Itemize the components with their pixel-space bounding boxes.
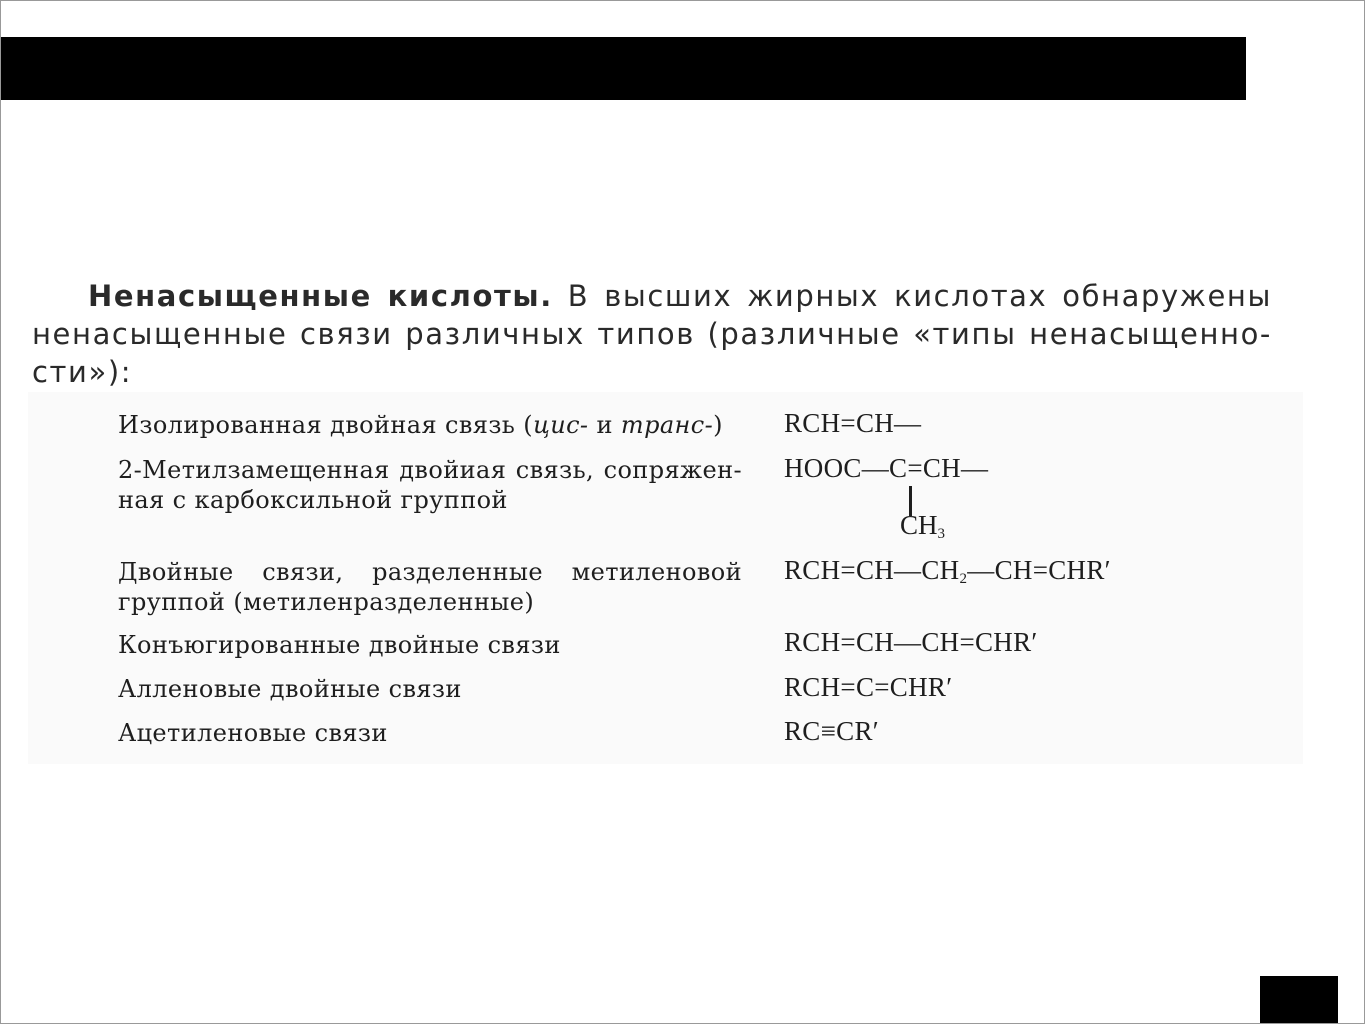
row-3-formula-b: —CH=CHR′ <box>967 555 1111 585</box>
corner-block <box>1260 976 1338 1023</box>
row-3-label-line1: Двойные связи, разделенные метиленовой <box>118 558 742 586</box>
row-5-label: Алленовые двойные связи <box>118 675 462 703</box>
row-4-label: Конъюгированные двойные связи <box>118 631 561 659</box>
row-3-formula-a: RCH=CH—CH <box>784 555 960 585</box>
row-1-formula: RCH=CH— <box>784 408 922 438</box>
intro-paragraph <box>32 277 1272 391</box>
row-1-and: и <box>588 411 621 439</box>
row-3-formula-sub: 2 <box>959 571 968 587</box>
methyl-sub: 3 <box>937 526 946 542</box>
row-1-trans: транс- <box>620 411 714 439</box>
methyl-ch: CH <box>900 510 938 540</box>
row-5-formula: RCH=C=CHR′ <box>784 672 953 702</box>
row-2-label: 2-Метилзамещенная двойиая связь, сопряжен-ная с карбоксильной группой <box>118 456 742 514</box>
row-1-label <box>118 410 742 440</box>
row-1-cis: цис- <box>533 411 589 439</box>
row-1-label-text: Изолированная двойная связь ( <box>118 411 534 439</box>
row-3-formula <box>784 555 1111 585</box>
row-1-close: ) <box>713 411 723 439</box>
row-6-label: Ацетиленовые связи <box>118 719 388 747</box>
intro-lead: Ненасыщенные кислоты. <box>88 279 553 313</box>
row-4-formula: RCH=CH—CH=CHR′ <box>784 627 1038 657</box>
row-2-formula: HOOC—C=CH— <box>784 453 989 483</box>
intro-text: В высших жирных кислотах обнаружены ненасыщенные связи различных типов (различные «типы ненасыщенно-сти»): <box>32 279 1272 389</box>
row-3-label-line2: группой (метиленразделенные) <box>118 588 535 616</box>
methyl-group <box>900 510 945 541</box>
row-6-formula: RC≡CR′ <box>784 716 879 746</box>
title-bar <box>1 37 1246 100</box>
row-3-label <box>118 557 742 617</box>
